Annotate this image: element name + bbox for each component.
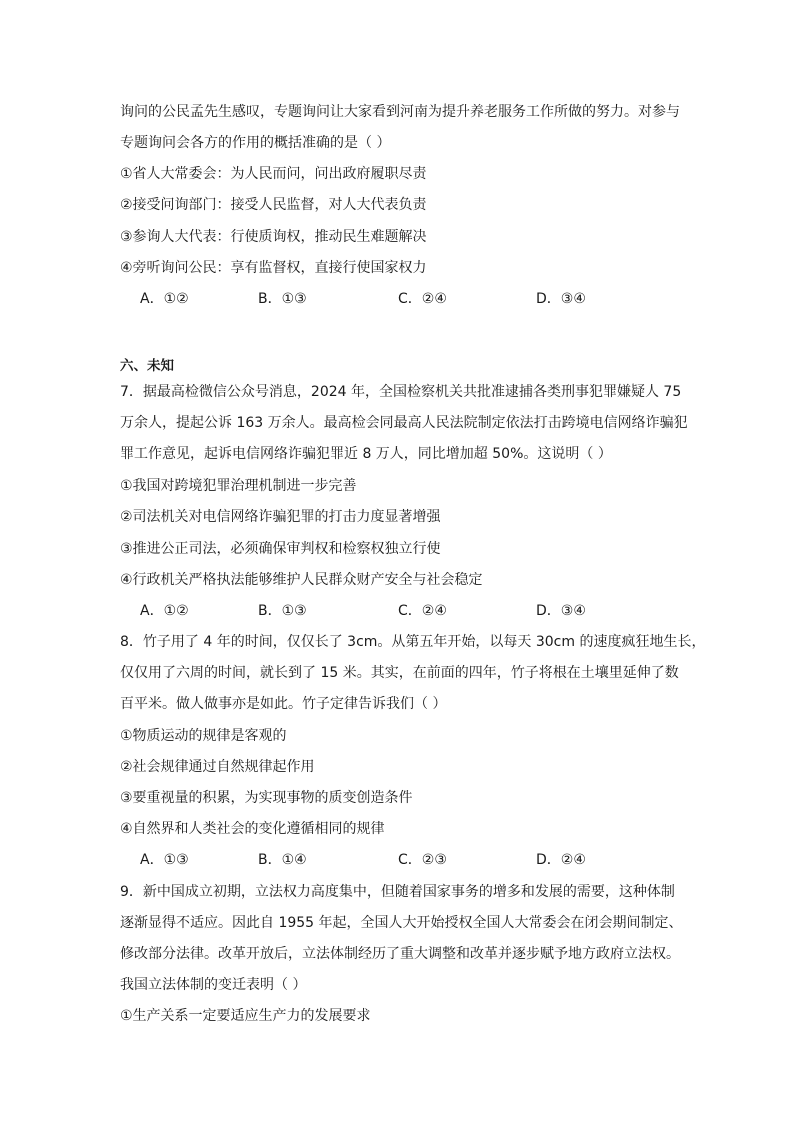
q7-option-d[interactable]: D．③④ bbox=[536, 603, 586, 619]
q8-option-c[interactable]: C．②③ bbox=[398, 852, 447, 868]
q6-option-c[interactable]: C．②④ bbox=[398, 291, 447, 307]
q6-text-line: 专题询问会各方的作用的概括准确的是（ ） bbox=[120, 135, 391, 151]
q8-statement-3: ③要重视量的积累，为实现事物的质变创造条件 bbox=[120, 790, 413, 806]
q8-option-d[interactable]: D．②④ bbox=[536, 852, 586, 868]
q7-statement-4: ④行政机关严格执法能够维护人民群众财产安全与社会稳定 bbox=[120, 572, 483, 588]
q6-options bbox=[140, 289, 660, 309]
q6-statement-4: ④旁听询问公民：享有监督权，直接行使国家权力 bbox=[120, 260, 427, 276]
q6-option-b[interactable]: B．①③ bbox=[258, 291, 307, 307]
q9-statement-1: ①生产关系一定要适应生产力的发展要求 bbox=[120, 1008, 371, 1024]
q8-text-line: 百平米。做人做事亦是如此。竹子定律告诉我们（ ） bbox=[120, 696, 447, 712]
q7-text-line: 万余人，提起公诉 163 万余人。最高检会同最高人民法院制定依法打击跨境电信网络诈骗犯 bbox=[120, 415, 688, 431]
q6-option-d[interactable]: D．③④ bbox=[536, 291, 586, 307]
q7-option-c[interactable]: C．②④ bbox=[398, 603, 447, 619]
q8-text-line: 8．竹子用了 4 年的时间，仅仅长了 3cm。从第五年开始，以每天 30cm 的速度疯狂地生长， bbox=[120, 634, 706, 650]
q8-options bbox=[140, 850, 660, 870]
q9-text-line: 我国立法体制的变迁表明（ ） bbox=[120, 977, 307, 993]
q6-statement-1: ①省人大常委会：为人民而问，问出政府履职尽责 bbox=[120, 166, 427, 182]
q7-statement-2: ②司法机关对电信网络诈骗犯罪的打击力度显著增强 bbox=[120, 509, 441, 525]
q6-text-line: 询问的公民孟先生感叹，专题询问让大家看到河南为提升养老服务工作所做的努力。对参与 bbox=[120, 104, 680, 120]
q7-option-a[interactable]: A．①② bbox=[140, 603, 189, 619]
q8-option-b[interactable]: B．①④ bbox=[258, 852, 307, 868]
q7-text-line: 7．据最高检微信公众号消息，2024 年，全国检察机关共批准逮捕各类刑事犯罪嫌疑人 75 bbox=[120, 384, 682, 400]
q8-text-line: 仅仅用了六周的时间，就长到了 15 米。其实，在前面的四年，竹子将根在土壤里延伸了数 bbox=[120, 665, 679, 681]
q8-statement-2: ②社会规律通过自然规律起作用 bbox=[120, 759, 315, 775]
q7-statement-1: ①我国对跨境犯罪治理机制进一步完善 bbox=[120, 478, 357, 494]
q6-statement-3: ③参询人大代表：行使质询权，推动民生难题解决 bbox=[120, 229, 427, 245]
q8-statement-1: ①物质运动的规律是客观的 bbox=[120, 728, 287, 744]
q9-text-line: 修改部分法律。改革开放后，立法体制经历了重大调整和改革并逐步赋予地方政府立法权。 bbox=[120, 946, 680, 962]
q8-statement-4: ④自然界和人类社会的变化遵循相同的规律 bbox=[120, 821, 385, 837]
q7-options bbox=[140, 601, 660, 621]
q9-text-line: 逐渐显得不适应。因此自 1955 年起，全国人大开始授权全国人大常委会在闭会期间制定、 bbox=[120, 915, 683, 931]
q7-option-b[interactable]: B．①③ bbox=[258, 603, 307, 619]
q6-statement-2: ②接受问询部门：接受人民监督，对人大代表负责 bbox=[120, 197, 427, 213]
q7-statement-3: ③推进公正司法，必须确保审判权和检察权独立行使 bbox=[120, 541, 441, 557]
q6-option-a[interactable]: A．①② bbox=[140, 291, 189, 307]
q8-option-a[interactable]: A．①③ bbox=[140, 852, 189, 868]
section-title: 六、未知 bbox=[120, 358, 174, 374]
q7-text-line: 罪工作意见，起诉电信网络诈骗犯罪近 8 万人，同比增加超 50%。这说明（ ） bbox=[120, 446, 612, 462]
q9-text-line: 9．新中国成立初期，立法权力高度集中，但随着国家事务的增多和发展的需要，这种体制 bbox=[120, 884, 675, 900]
